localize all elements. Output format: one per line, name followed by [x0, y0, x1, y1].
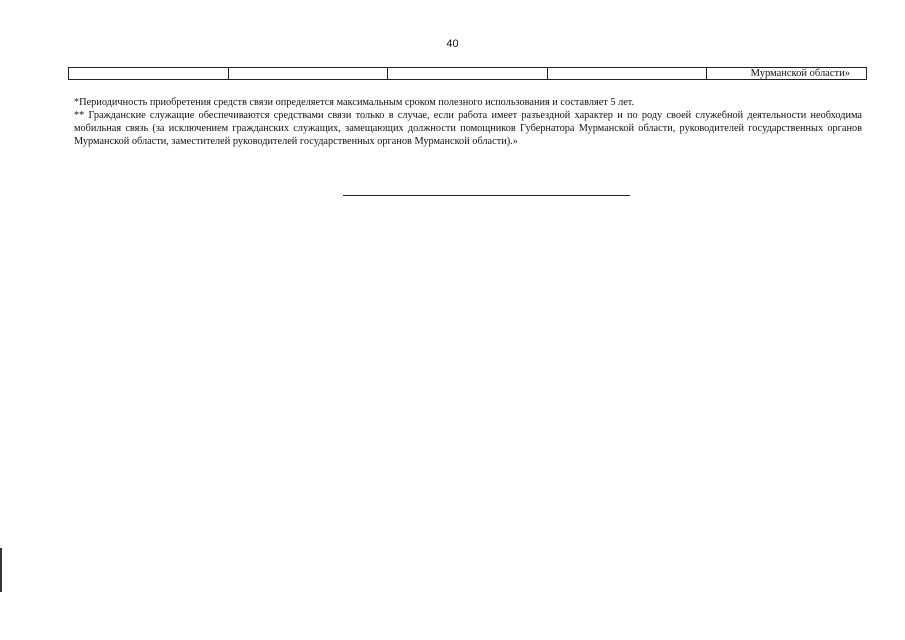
table-cell: [548, 68, 708, 79]
table-cell: [229, 68, 389, 79]
table-cell: [388, 68, 548, 79]
footnotes: [74, 96, 862, 148]
closing-divider: [343, 195, 630, 196]
table-cell-region: Мурманской области»: [750, 68, 850, 79]
table-cell: [69, 68, 229, 79]
page-number: 40: [446, 38, 459, 50]
footnote-periodicity: *Периодичность приобретения средств связи определяется максимальным сроком полезного использования и составляет 5 лет.: [74, 97, 635, 108]
table-continuation-row: [68, 67, 867, 80]
footnote-civil-servants: ** Гражданские служащие обеспечиваются средствами связи только в случае, если работа имеет разъездной характер и по роду своей служебной деятельности необходима мобильная связь (за исключением гражданских служащих, замещающих должности помощников Губернатора Мурманской области, руководителей государственных органов Мурманской области, заместителей руководителей государственных органов Мурманской области).»: [74, 110, 862, 147]
scan-edge-mark: [0, 548, 2, 592]
